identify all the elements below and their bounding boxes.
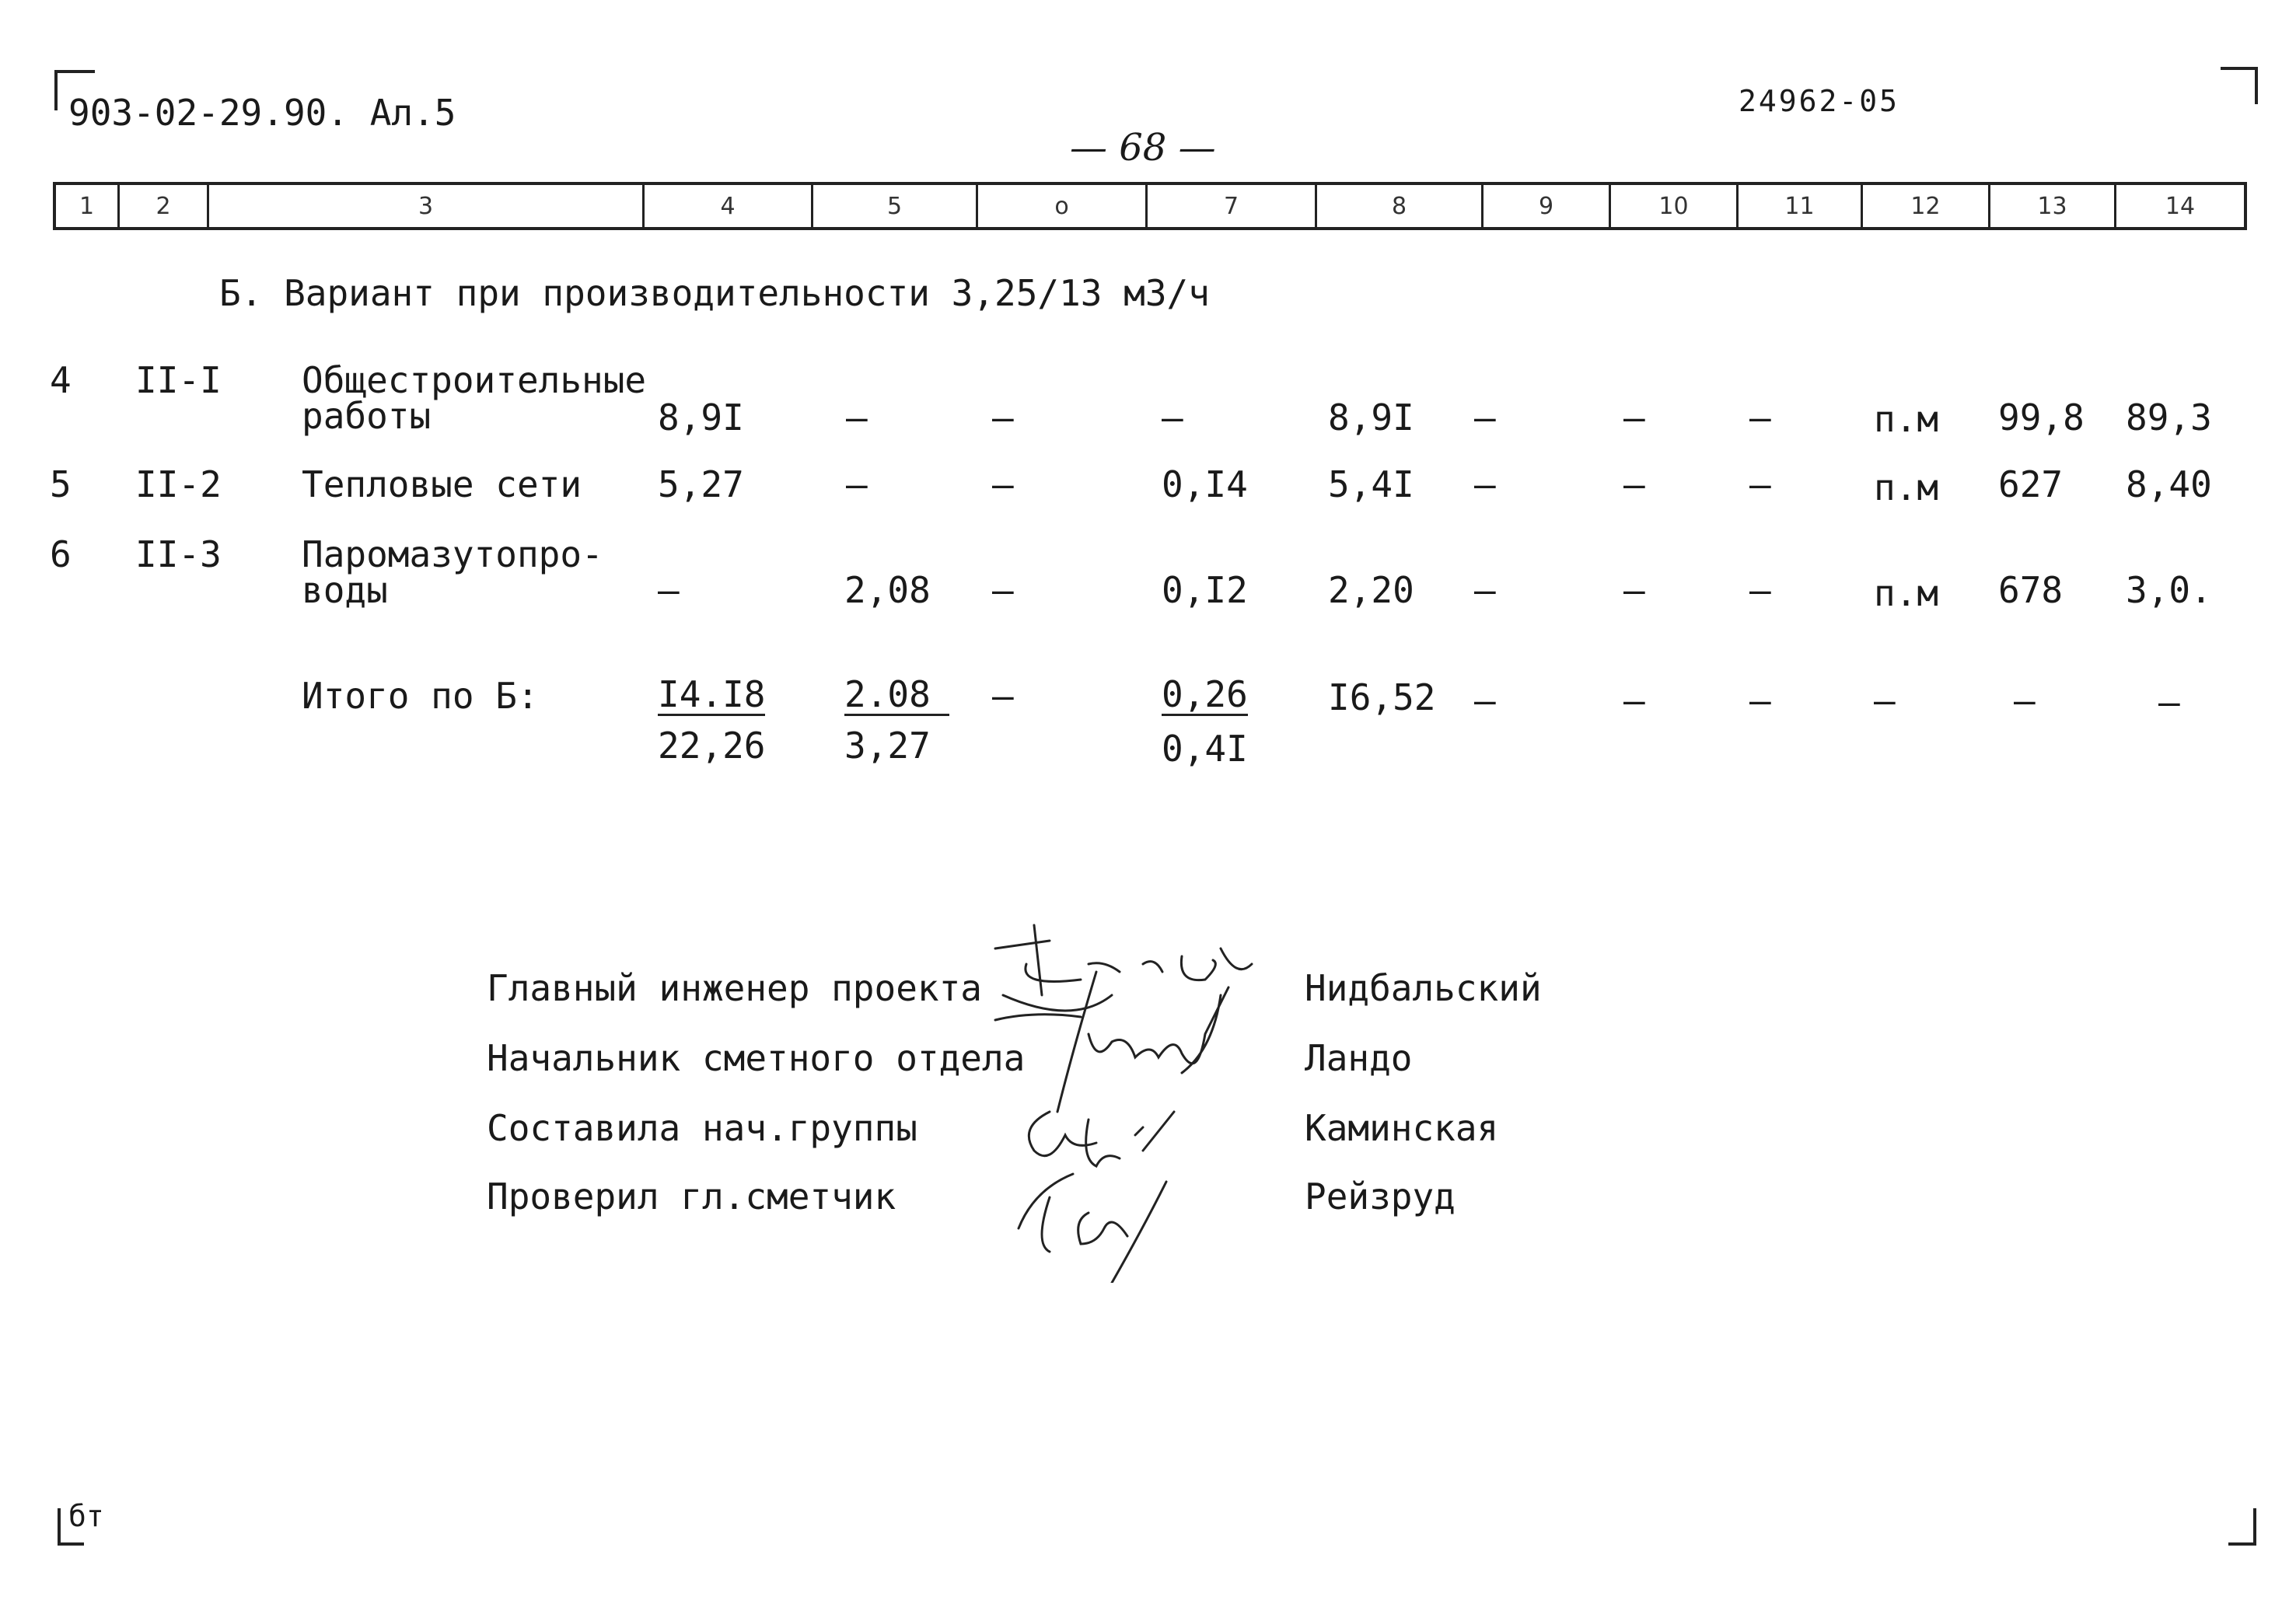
- row-col11: –: [1749, 397, 1771, 438]
- signature-role: Начальник сметного отдела: [487, 1037, 1026, 1079]
- row-col6: –: [992, 463, 1014, 505]
- header-col-4: 4: [645, 185, 813, 227]
- row-col5: –: [846, 463, 868, 505]
- row-col12: п.м: [1874, 572, 1939, 614]
- signature-role: Главный инженер проекта: [487, 967, 982, 1009]
- row-col12: п.м: [1874, 398, 1939, 440]
- row-number: 6: [50, 533, 72, 575]
- row-col4: –: [658, 569, 680, 611]
- row-code: II-3: [135, 533, 222, 575]
- page-number: — 68 —: [1070, 126, 1216, 169]
- row-name-line2: воды: [302, 569, 388, 611]
- row-name-line1: Паромазутопро-: [302, 533, 603, 575]
- total-col9: –: [1474, 679, 1496, 721]
- row-col7: 0,I4: [1162, 463, 1248, 505]
- total-label: Итого по Б:: [302, 675, 539, 717]
- header-col-7: 7: [1148, 185, 1317, 227]
- total-col10: –: [1623, 679, 1645, 721]
- row-col4: 8,9I: [658, 397, 744, 438]
- total-col6: –: [992, 675, 1014, 717]
- footer-mark: бт: [68, 1499, 104, 1533]
- row-col7: 0,I2: [1162, 569, 1248, 611]
- signature-name: Каминская: [1305, 1107, 1499, 1149]
- signature-name: Нидбальский: [1305, 967, 1542, 1009]
- row-number: 5: [50, 463, 72, 505]
- row-col8: 2,20: [1328, 569, 1414, 611]
- row-col11: –: [1749, 463, 1771, 505]
- signature-name: Рейзруд: [1305, 1176, 1456, 1217]
- document-code: 903-02-29.90. Ал.5: [68, 92, 456, 134]
- row-col8: 8,9I: [1328, 397, 1414, 438]
- total-col12: –: [1874, 679, 1896, 721]
- corner-mark-bottom-right: [2228, 1508, 2256, 1546]
- total-col7-bottom: 0,4I: [1162, 728, 1248, 770]
- total-col7-top: 0,26: [1162, 673, 1248, 715]
- header-col-5: 5: [813, 185, 978, 227]
- signature-role: Составила нач.группы: [487, 1107, 917, 1149]
- header-col-14: 14: [2165, 192, 2196, 220]
- row-name-line1: Тепловые сети: [302, 463, 582, 505]
- total-col8: I6,52: [1328, 676, 1436, 718]
- total-col5-top: 2.08: [844, 676, 949, 716]
- corner-mark-top-right: [2221, 67, 2258, 104]
- row-col13: 99,8: [1998, 397, 2085, 438]
- section-title: Б. Вариант при производительности 3,25/13 м3/ч: [219, 272, 1210, 314]
- row-col13: 678: [1998, 569, 2064, 611]
- column-number-header: [53, 182, 2247, 230]
- row-col9: –: [1474, 463, 1496, 505]
- total-col11: –: [1749, 679, 1771, 721]
- header-col-8: 8: [1317, 185, 1483, 227]
- row-number: 4: [50, 359, 72, 401]
- row-col9: –: [1474, 569, 1496, 611]
- row-col7: –: [1162, 397, 1183, 438]
- row-code: II-2: [135, 463, 222, 505]
- total-col13: –: [2014, 679, 2036, 721]
- total-col14: –: [2158, 681, 2180, 723]
- row-col8: 5,4I: [1328, 463, 1414, 505]
- row-code: II-I: [135, 359, 222, 401]
- row-col6: –: [992, 569, 1014, 611]
- header-col-3: 3: [209, 185, 645, 227]
- signature-role: Проверил гл.сметчик: [487, 1176, 896, 1217]
- header-col-1: 1: [56, 185, 120, 227]
- header-col-12: 12: [1863, 185, 1990, 227]
- inventory-number: 24962-05: [1739, 84, 1900, 118]
- header-col-13: 13: [1990, 185, 2116, 227]
- row-col14: 89,3: [2126, 397, 2212, 438]
- row-name-line2: работы: [302, 395, 432, 437]
- header-col-10: 10: [1611, 185, 1739, 227]
- row-col14: 3,0.: [2126, 569, 2212, 611]
- row-name-line1: Общестроительные: [302, 359, 647, 401]
- header-col-2: 2: [120, 185, 209, 227]
- row-col10: –: [1623, 463, 1645, 505]
- total-col4-top: I4.I8: [658, 673, 766, 715]
- row-col6: –: [992, 397, 1014, 438]
- row-col5: 2,08: [844, 569, 931, 611]
- header-col-9: 9: [1483, 185, 1611, 227]
- total-col5-bottom: 3,27: [844, 725, 931, 767]
- row-col5: –: [846, 397, 868, 438]
- row-col10: –: [1623, 397, 1645, 438]
- row-col9: –: [1474, 397, 1496, 438]
- row-col13: 627: [1998, 463, 2064, 505]
- row-col11: –: [1749, 569, 1771, 611]
- handwritten-signatures: [987, 917, 1298, 1283]
- header-col-11: 11: [1739, 185, 1863, 227]
- row-col4: 5,27: [658, 463, 744, 505]
- row-col10: –: [1623, 569, 1645, 611]
- row-col12: п.м: [1874, 466, 1939, 508]
- row-col14: 8,40: [2126, 463, 2212, 505]
- signature-name: Ландо: [1305, 1037, 1413, 1079]
- total-col4-bottom: 22,26: [658, 725, 766, 767]
- header-col-6: о: [978, 185, 1148, 227]
